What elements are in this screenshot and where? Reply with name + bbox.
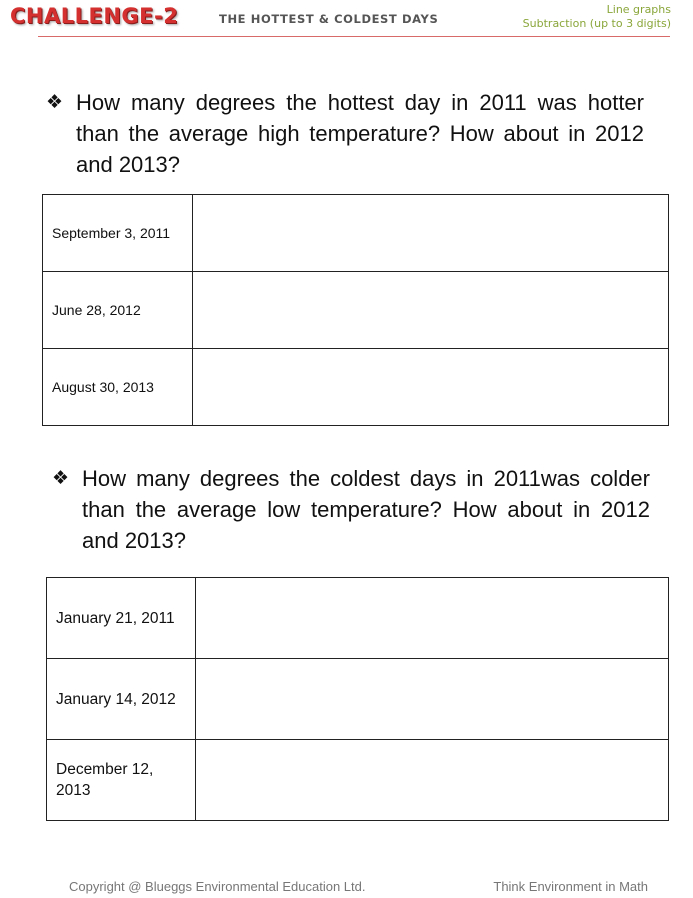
footer-slogan: Think Environment in Math [493, 879, 648, 894]
topic-tag-subtraction: Subtraction (up to 3 digits) [522, 17, 671, 30]
diamond-bullet-icon: ❖ [46, 92, 64, 113]
answer-cell[interactable] [193, 195, 669, 272]
date-label: January 21, 2011 [47, 578, 196, 659]
page-header [0, 0, 693, 40]
question-1-text: How many degrees the hottest day in 2011 was hotter than the average high temperature? How about in 2012 and 2013? [76, 90, 644, 177]
worksheet-title: THE HOTTEST & COLDEST DAYS [219, 12, 439, 26]
answer-cell[interactable] [196, 659, 669, 740]
answer-table-coldest [46, 577, 669, 821]
challenge-title: CHALLENGE-2 [10, 4, 179, 28]
header-divider [38, 36, 670, 37]
topic-tag-line-graphs: Line graphs [606, 3, 671, 16]
question-2-text: How many degrees the coldest days in 2011was colder than the average low temperature? How about in 2012 and 2013? [82, 466, 650, 553]
answer-cell[interactable] [196, 740, 669, 821]
date-label: December 12, 2013 [47, 740, 196, 821]
table-row [47, 578, 669, 659]
table-row [43, 195, 669, 272]
answer-cell[interactable] [193, 272, 669, 349]
answer-cell[interactable] [196, 578, 669, 659]
answer-cell[interactable] [193, 349, 669, 426]
answer-table-hottest [42, 194, 669, 426]
date-label: June 28, 2012 [43, 272, 193, 349]
table-row [47, 659, 669, 740]
diamond-bullet-icon: ❖ [52, 468, 70, 489]
table-row [43, 272, 669, 349]
question-1 [46, 87, 644, 180]
table-row [47, 740, 669, 821]
footer-copyright: Copyright @ Blueggs Environmental Education Ltd. [69, 879, 366, 894]
table-row [43, 349, 669, 426]
date-label: August 30, 2013 [43, 349, 193, 426]
date-label: January 14, 2012 [47, 659, 196, 740]
question-2 [52, 463, 650, 556]
date-label: September 3, 2011 [43, 195, 193, 272]
